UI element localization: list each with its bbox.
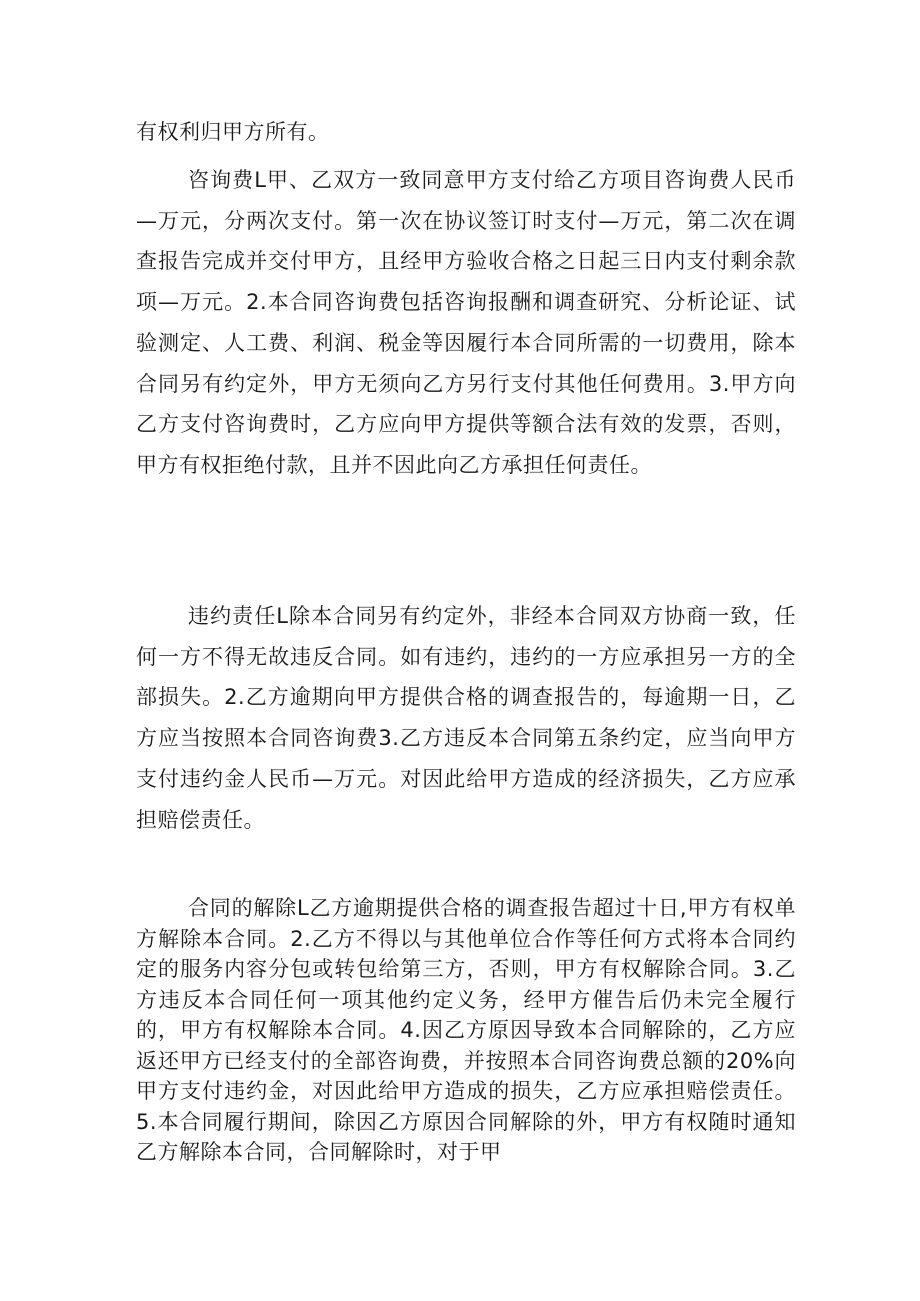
paragraph-contract-termination: 合同的解除L乙方逾期提供合格的调查报告超过十日,甲方有权单方解除本合同。2.乙方不得以与其他单位合作等任何方式将本合同约定的服务内容分包或转包给第三方，否则，甲方有权解除合同。3.乙方违反本合同任何一项其他约定义务，经甲方催告后仍未完全履行的，甲方有权解除本合同。4.因乙方原因导致本合同解除的，乙方应返还甲方已经支付的全部咨询费，并按照本合同咨询费总额的20%向甲方支付违约金，对因此给甲方造成的损失，乙方应承担赔偿责任。5.本合同履行期间，除因乙方原因合同解除的外，甲方有权随时通知乙方解除本合同，合同解除时，对于甲	[136, 896, 796, 1164]
paragraph-ownership-continuation: 有权利归甲方所有。	[136, 120, 330, 144]
paragraph-consulting-fee: 咨询费L甲、乙双方一致同意甲方支付给乙方项目咨询费人民币—万元，分两次支付。第一次在协议签订时支付—万元，第二次在调查报告完成并交付甲方，且经甲方验收合格之日起三日内支付剩余款项—万元。2.本合同咨询费包括咨询报酬和调查研究、分析论证、试验测定、人工费、利润、税金等因履行本合同所需的一切费用，除本合同另有约定外，甲方无须向乙方另行支付其他任何费用。3.甲方向乙方支付咨询费时，乙方应向甲方提供等额合法有效的发票，否则，甲方有权拒绝付款，且并不因此向乙方承担任何责任。	[136, 168, 796, 477]
paragraph-breach-liability: 违约责任L除本合同另有约定外，非经本合同双方协商一致，任何一方不得无故违反合同。如有违约，违约的一方应承担另一方的全部损失。2.乙方逾期向甲方提供合格的调查报告的，每逾期一日，乙方应当按照本合同咨询费3.乙方违反本合同第五条约定，应当向甲方支付违约金人民币—万元。对因此给甲方造成的经济损失，乙方应承担赔偿责任。	[136, 604, 796, 832]
